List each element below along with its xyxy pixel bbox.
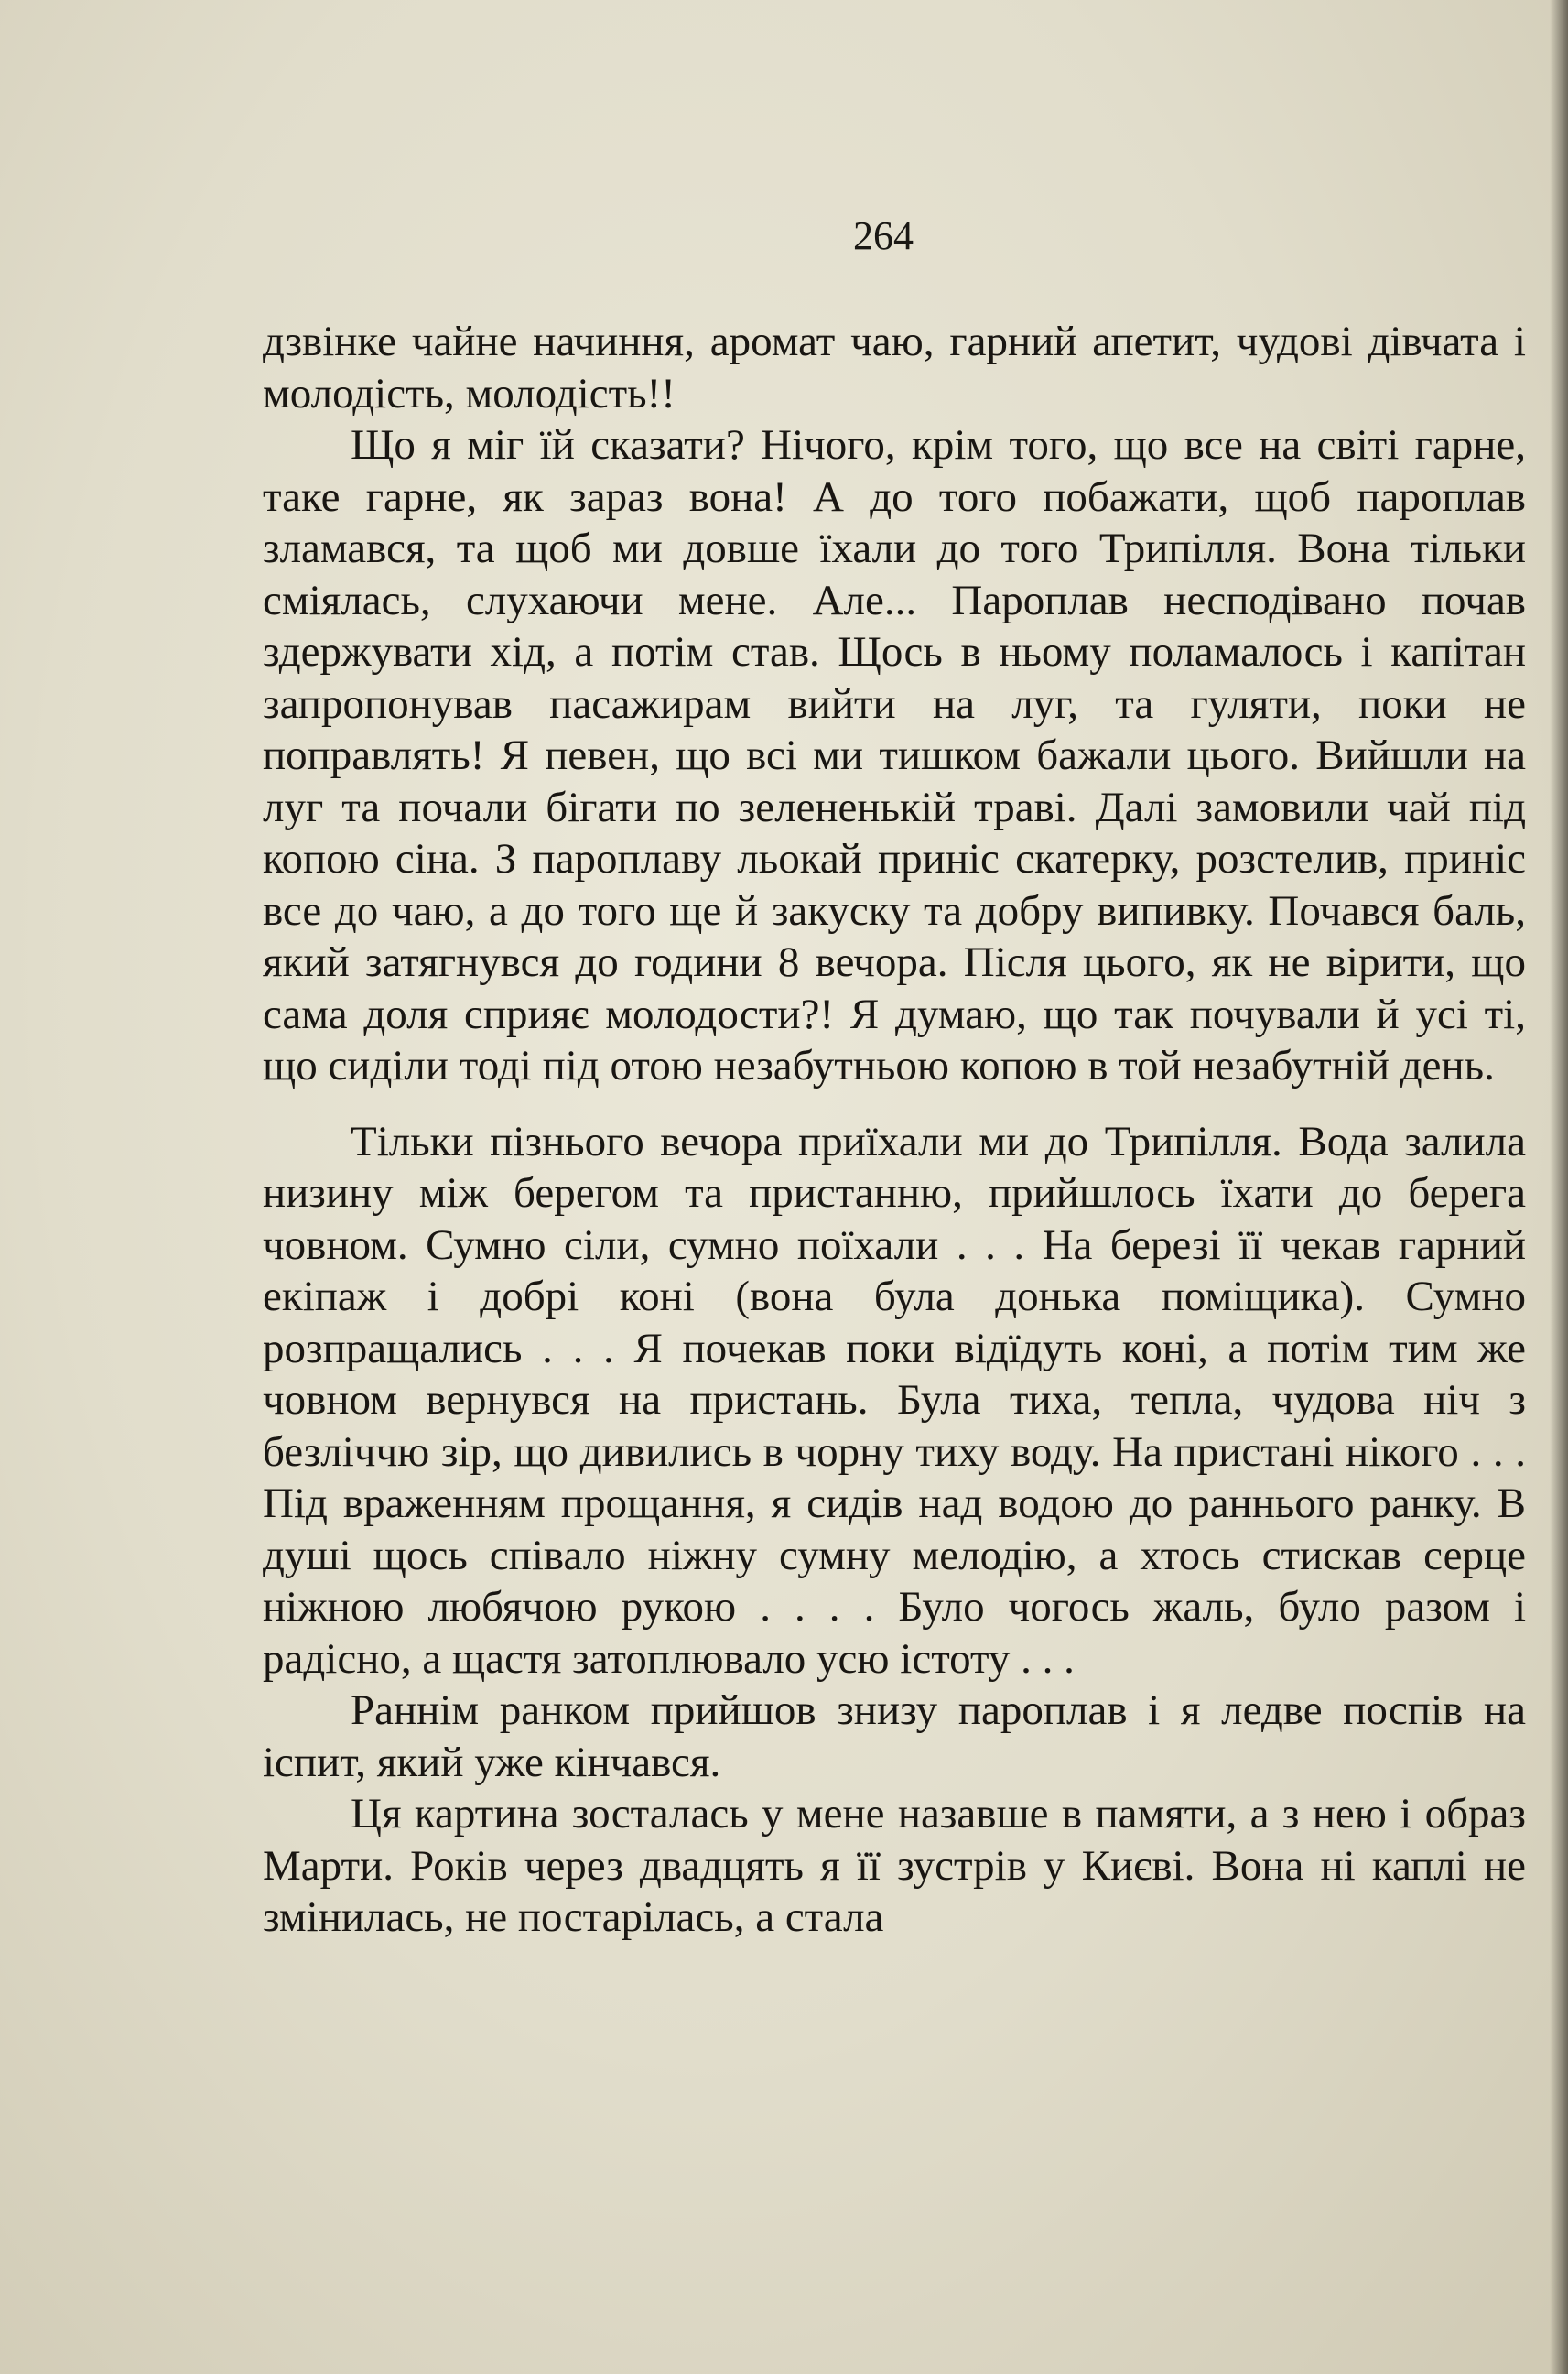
paragraph: Ця картина зосталась у мене назавше в памяти, а з нею і образ Марти. Років через двадцять я її зустрів у Києві. Вона ні каплі не змінилась, не постарілась, а стала: [263, 1790, 1526, 1941]
paragraph-continuation: дзвінке чайне начиння, аромат чаю, гарний апетит, чудові дівчата і молодість, молодість!!: [263, 318, 1526, 417]
page-body-text: [263, 316, 1526, 1944]
paragraph: Раннім ранком прийшов знизу пароплав і я ледве поспів на іспит, який уже кінчався.: [263, 1686, 1526, 1786]
paragraph: Що я міг їй сказати? Нічого, крім того, що все на світі гарне, таке гарне, як зараз вона! А до того побажати, щоб пароплав зламався, та щоб ми довше їхали до того Трипілля. Вона тільки сміялась, слухаючи мене. Але... Пароплав несподівано почав здержувати хід, а потім став. Щось в ньому поламалось і капітан запропонував пасажирам вийти на луг, та гуляти, поки не поправлять! Я певен, що всі ми тишком бажали цього. Вийшли на луг та почали бігати по зелененькій траві. Далі замовили чай під копою сіна. З пароплаву льокай приніс скатерку, розстелив, приніс все до чаю, а до того ще й закуску та добру випивку. Почався баль, який затягнувся до години 8 вечора. Після цього, як не вірити, що сама доля сприяє молодости?! Я думаю, що так почували й усі ті, що сиділи тоді під отою незабутньою копою в той незабутній день.: [263, 421, 1526, 1089]
paragraph: Тільки пізнього вечора приїхали ми до Трипілля. Вода залила низину між берегом та пристанню, прийшлось їхати до берега човном. Сумно сіли, сумно поїхали . . . На березі її чекав гарний екіпаж і добрі коні (вона була донька поміщика). Сумно розпращались . . . Я почекав поки відїдуть коні, а потім тим же човном вернувся на пристань. Була тиха, тепла, чудова ніч з безліччю зір, що дивились в чорну тиху воду. На пристані нікого . . . Під враженням прощання, я сидів над водою до раннього ранку. В душі щось співало ніжну сумну мелодію, а хтось стискав серце ніжною любячою рукою . . . . Було чогось жаль, було разом і радісно, а щастя затоплювало усю істоту . . .: [263, 1117, 1526, 1683]
page-number: 264: [853, 213, 914, 258]
page-edge-shadow: [1550, 0, 1568, 2374]
